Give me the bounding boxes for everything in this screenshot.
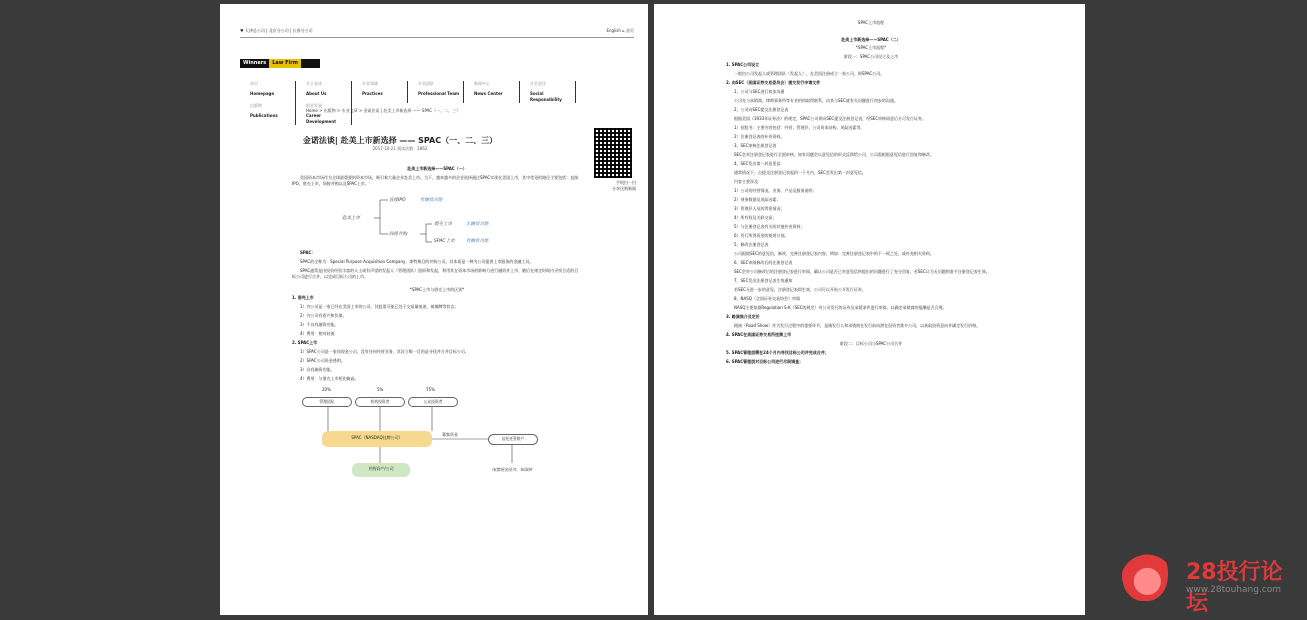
nav-item-publications[interactable]: 出版物 Publications (240, 103, 296, 125)
para-22: 若SEC无进一步的意见，注册登记表即生效，公司可以开始公开发行证券。 (734, 287, 866, 292)
para-24: NASQ主要依据Regulation S-K（SEC的规定）对公司发行的证券及承销条件进行审阅，以确定承销商的报酬是否合理。 (734, 305, 947, 310)
para-4: 1）招股书：主要内容包括：经营、管理层、公司资本结构、风险因素等。 (734, 125, 865, 130)
shell-item-2: 2）内公司有资产和负债。 (300, 313, 347, 318)
pct-institutional: 5% (377, 386, 384, 392)
qr-code (594, 128, 632, 178)
diagram-node-spac: SPAC上市 (434, 238, 455, 244)
spac-item-1: 1）SPAC公司是一家纯现金公司，没有任何经营业务，其设立唯一目的是寻找并合并目标公司。 (300, 349, 469, 354)
breadcrumb[interactable]: Home > 出版物 > 专业文章 > 金诺法谈 | 赴美上市新选择 —— SPAC（一、二、三） (306, 108, 461, 113)
article-title: 金诺法谈| 赴美上市新选择 —— SPAC（一、二、三） (302, 136, 498, 145)
section-heading: 赴美上市新选择——SPAC（一） (407, 166, 467, 171)
para-0: 1、公司与SEC进行初步沟通 (734, 89, 785, 94)
diagram-node-ipo-note: 有融资功能 (420, 197, 443, 203)
spac-structure-diagram (292, 387, 582, 482)
trust-note: 闲置现金投资、如国债 (492, 466, 532, 472)
nav-item-practices[interactable]: 专业领域 Practices (352, 81, 408, 103)
article-meta: 2017-10-21 阅读次数：1862 (372, 146, 428, 151)
spac-heading: 2. SPAC上市 (292, 340, 318, 345)
box-spac-center: SPAC（NASDAQ挂牌公司） (322, 431, 432, 447)
diagram-node-indirect: 间接并购 (389, 231, 407, 237)
spac-description: SPAC通常是由投资经验丰富的人士或有声望的发起人（管理团队）组织和发起，利用其在资本市场的影响力进行融资并上市，随后在规定时间内寻找合适的目标公司进行合并，以完成目标公司的上市。 (292, 267, 579, 279)
listing-paths-diagram (292, 192, 582, 244)
logo-text-winners: Winners (243, 60, 267, 66)
main-nav (240, 81, 600, 125)
spac-label: SPAC： (300, 249, 316, 255)
para-21: 7、SEC发出注册登记表生效通知 (734, 278, 793, 283)
para-18: 公司根据SEC的意见信，修改、完善注册登记表内容，例如：完善注册登记表中的不一致之处，或补充相关资料。 (734, 251, 934, 256)
language-home-links[interactable]: English ⌂ 首页 (606, 28, 634, 33)
arrow-label-funds: 募集资金 (442, 431, 458, 437)
nav-item-team[interactable]: 专业团队 Professional Team (408, 81, 464, 103)
pct-public: 75% (426, 386, 435, 392)
watermark-title: 28投行论坛 (1186, 560, 1283, 616)
para-11: 1）公司的经营情况、业务、产品及服务说明； (734, 188, 817, 193)
box-management-team: 管理团队 (302, 397, 352, 407)
para-7: SEC会对注册登记表进行全面审核，如有问题会以意见信的形式反馈给公司，公司需根据意见信进行回复和修改。 (734, 152, 934, 157)
para-23: 8、NASQ（全国证券交易协会）审阅 (734, 296, 800, 301)
para-13: 3）管理层人员的背景情况； (734, 206, 785, 211)
spac-item-4: 4）费用：与借壳上市相比略高。 (300, 376, 359, 381)
shell-item-4: 4）费用：相对较低 (300, 331, 335, 336)
document-page-1 (220, 4, 648, 615)
forum-watermark (1116, 545, 1286, 616)
nav-item-home[interactable]: 首页 Homepage (240, 81, 296, 103)
qr-caption: 手机扫一扫 分享这则新闻 (612, 180, 636, 191)
h-sec-filing: 2. 向SEC（美国证券交易委员会）提交发行申请文件 (726, 80, 821, 85)
h-due-diligence: 6. SPAC管理层对目标公司进行尽职调查； (726, 358, 804, 364)
para-10: 内容主要涉及： (734, 179, 762, 184)
para-9: 通常情况下，自提交注册登记表起约一个月内，SEC会发出第一封意见信。 (734, 170, 866, 175)
diagram-root: 赴美上市 (342, 215, 360, 221)
para-14: 4）所有权及关联交易； (734, 215, 777, 220)
office-links[interactable]: ♥ 天津总公司 | 北京分公司 | 长春分公司 (240, 28, 313, 33)
box-public: 公众投资者 (408, 397, 458, 407)
shell-item-3: 3）不具有融资功能。 (300, 322, 339, 327)
stage1-label: 阶段一：SPAC公司设立及上市 (843, 53, 899, 59)
para-15: 5）与注册登记表有关的其他补充资料； (734, 224, 805, 229)
box-institutional: 机构投资者 (355, 397, 405, 407)
para-19: 6、SEC审阅修改后的注册登记表 (734, 260, 793, 265)
flame-logo-icon (1122, 545, 1168, 601)
divider (240, 37, 634, 38)
spac-item-2: 2）SPAC公司资金透明。 (300, 358, 345, 363)
para-1: 公司先与承销商、律师事务所等专业机构取得联系，由其与SEC就有关问题进行初步的沟通。 (734, 98, 898, 103)
stage2-label: 阶段二：目标公司与SPAC公司合并 (839, 341, 903, 346)
para-6: 3、SEC审核注册登记表 (734, 143, 777, 148)
comparison-subtitle: *SPAC上市与借壳上市的区别* (409, 286, 465, 292)
logo-text-law-firm: Law Firm (269, 59, 301, 68)
para-17: 5、修改注册登记表 (734, 242, 769, 247)
nav-item-social[interactable]: 社会责任 Social Responsibility (520, 81, 576, 103)
shell-item-1: 1）内公司是一家已经在美国上市的公司，其股票可能已处于交易量低迷、被摘牌等状态； (300, 304, 459, 309)
para-2: 2、公司向SEC提交注册登记表 (734, 107, 789, 112)
diagram-node-ipo: 直接IPO (389, 197, 406, 203)
box-trust-account: 信托托管账户 (488, 434, 538, 445)
para-5: 2）注册登记表的补充资料。 (734, 134, 785, 139)
box-acquired-company: 并购资产/公司 (352, 463, 410, 477)
para-20: SEC会对公司修改后的注册登记表进行审阅，确认公司是否已对意见信所提出的问题进行了充分回复，若SEC认为无问题则准予注册登记表生效。 (734, 269, 990, 274)
h-merge-deadline: 5. SPAC管理层需在24个月内寻找目标公司并完成合并； (726, 349, 829, 355)
spac-definition: SPAC的全称为：Special Purpose Acquisition Company，即特殊目的并购公司。其本质是一种为公司提供上市服务的金融工具。 (300, 258, 534, 264)
p-roadshow: 路演（Road Show）作为发行过程中的重要环节，是指发行人和承销商在发行前向潜在投资者推介公司，以获取投资意向并确定发行价格。 (734, 323, 981, 328)
para-12: 2）财务数据及风险因素； (734, 197, 781, 202)
para-3: 根据美国《1933年证券法》的规定，SPAC公司须向SEC提交注册登记表，经SEC审核同意后方可发行证券。 (734, 116, 927, 121)
page2-header: SPAC上市流程 (857, 20, 885, 25)
watermark-url: www.28touhang.com (1186, 585, 1282, 595)
h-listing: 4. SPAC在美国证券交易所挂牌上市 (726, 332, 792, 337)
nav-item-career[interactable]: 职业发展 Career Development (296, 103, 352, 125)
document-page-2 (654, 4, 1085, 615)
article-body-continued (726, 18, 1016, 368)
shell-heading: 1. 借壳上市 (292, 295, 314, 300)
h-roadshow: 3. 路演推介及定价 (726, 314, 760, 319)
para-16: 6）发行所得资金的使用计划。 (734, 233, 789, 238)
firm-logo[interactable] (240, 59, 320, 68)
process-subtitle: *SPAC上市流程* (855, 45, 887, 50)
p-spac-setup: 一般由公司发起人或管理团队（发起人），在美国注册成立一家公司，即SPAC公司。 (734, 71, 885, 76)
nav-item-news[interactable]: 新闻中心 News Center (464, 81, 520, 103)
diagram-node-shell-note: 无融资功能 (466, 221, 489, 227)
intro-paragraph: 美国资本市场作为全球最重要的资本市场，吸引着大量企业赴美上市。当下，越来越多的企业选择通过SPAC实现在美国上市，其中常见的路径主要包括：直接IPO，借壳上市、间接并购以及SPAC上市。 (292, 174, 579, 186)
article-body (292, 164, 582, 482)
section2-heading: 赴美上市新选择——SPAC（二） (841, 36, 901, 42)
para-8: 4、SEC发出第一封意见信 (734, 161, 781, 166)
nav-item-about[interactable]: 关于金诺 About Us (296, 81, 352, 103)
top-bar (240, 28, 634, 34)
diagram-node-shell: 借壳上市 (434, 221, 452, 227)
spac-item-3: 3）具有融资功能。 (300, 367, 335, 372)
pct-management: 20% (322, 386, 331, 392)
h-spac-setup: 1. SPAC公司设立 (726, 62, 760, 67)
diagram-node-spac-note: 有融资功能 (466, 238, 489, 244)
